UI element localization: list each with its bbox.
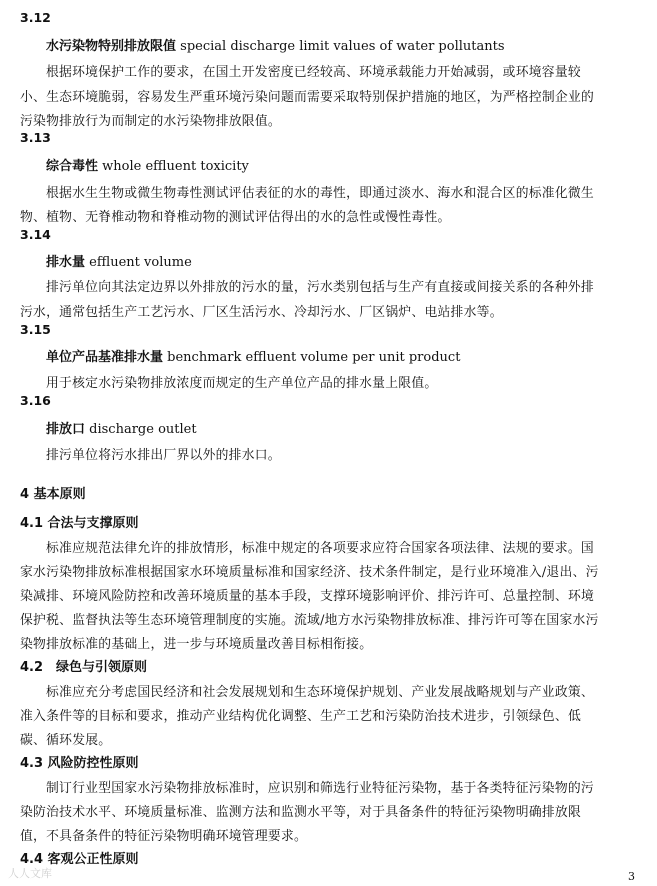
term-cn: 排水量 — [46, 255, 86, 270]
term-en: whole effluent toxicity — [102, 159, 249, 174]
term-en: special discharge limit values of water pollutants — [180, 39, 505, 54]
section-number: 3.16 — [20, 393, 51, 408]
term-cn: 综合毒性 — [46, 159, 99, 174]
paragraph-line: 物、植物、无脊椎动物和脊椎动物的测试评估得出的水的急性或慢性毒性。 — [20, 210, 451, 225]
paragraph-line: 标准应充分考虑国民经济和社会发展规划和生态环境保护规划、产业发展战略规划与产业政策、 — [46, 685, 594, 700]
paragraph-line: 准入条件等的目标和要求，推动产业结构优化调整、生产工艺和污染防治技术进步，引领绿色、低 — [20, 709, 582, 724]
paragraph-line: 标准应规范法律允许的排放情形，标准中规定的各项要求应符合国家各项法律、法规的要求。国 — [46, 541, 594, 556]
term-cn: 水污染物特别排放限值 — [46, 39, 177, 54]
chapter-heading: 4 基本原则 — [20, 487, 86, 502]
paragraph-line: 小、生态环境脆弱，容易发生严重环境污染问题而需要采取特别保护措施的地区，为严格控制企业的 — [20, 90, 595, 105]
term-en: effluent volume — [89, 255, 192, 270]
paragraph-line: 污水，通常包括生产工艺污水、厂区生活污水、冷却污水、厂区锅炉、电站排水等。 — [20, 305, 503, 320]
paragraph-line: 用于核定水污染物排放浓度而规定的生产单位产品的排水量上限值。 — [46, 376, 438, 391]
term-cn: 单位产品基准排水量 — [46, 350, 164, 365]
paragraph-line: 家水污染物排放标准根据国家水环境质量标准和国家经济、技术条件制定，是行业环境准入/退出、污 — [20, 565, 599, 580]
paragraph-line: 制订行业型国家水污染物排放标准时，应识别和筛选行业特征污染物，基于各类特征污染物的污 — [46, 781, 594, 796]
paragraph-line: 染减排、环境风险防控和改善环境质量的基本手段，支撑环境影响评价、排污许可、总量控制、环境 — [20, 589, 595, 604]
term-heading — [46, 35, 505, 54]
paragraph-line: 污染物排放行为而制定的水污染物排放限值。 — [20, 114, 281, 129]
term-cn: 排放口 — [46, 422, 86, 437]
term-heading — [46, 251, 192, 270]
paragraph-line: 碳、循环发展。 — [20, 733, 112, 748]
paragraph-line: 根据水生生物或微生物毒性测试评估表征的水的毒性，即通过淡水、海水和混合区的标准化微生 — [46, 186, 594, 201]
subsection-heading: 4.3 风险防控性原则 — [20, 756, 139, 771]
section-number: 3.12 — [20, 10, 51, 25]
paragraph-line: 保护税、监督执法等生态环境管理制度的实施。流域/地方水污染物排放标准、排污许可等在国家水污 — [20, 613, 599, 628]
page-number: 3 — [628, 870, 635, 883]
paragraph-line: 值，不具备条件的特征污染物明确环境管理要求。 — [20, 829, 308, 844]
subsection-heading: 4.1 合法与支撑原则 — [20, 516, 139, 531]
paragraph-line: 排污单位将污水排出厂界以外的排水口。 — [46, 448, 281, 463]
subsection-heading: 4.2 绿色与引领原则 — [20, 660, 148, 675]
term-heading — [46, 155, 249, 174]
term-en: benchmark effluent volume per unit product — [167, 350, 461, 365]
paragraph-line: 染防治技术水平、环境质量标准、监测方法和监测水平等，对于具备条件的特征污染物明确排放限 — [20, 805, 582, 820]
subsection-heading: 4.4 客观公正性原则 — [20, 852, 139, 867]
term-en: discharge outlet — [89, 422, 197, 437]
watermark: 人人文库 — [8, 867, 52, 880]
section-number: 3.14 — [20, 227, 51, 242]
section-number: 3.13 — [20, 130, 51, 145]
paragraph-line: 染物排放标准的基础上，进一步与环境质量改善目标相衔接。 — [20, 637, 373, 652]
term-heading — [46, 418, 197, 437]
term-heading — [46, 346, 460, 365]
section-number: 3.15 — [20, 322, 51, 337]
paragraph-line: 排污单位向其法定边界以外排放的污水的量，污水类别包括与生产有直接或间接关系的各种外排 — [46, 280, 594, 295]
paragraph-line: 根据环境保护工作的要求，在国土开发密度已经较高、环境承载能力开始减弱，或环境容量较 — [46, 65, 581, 80]
